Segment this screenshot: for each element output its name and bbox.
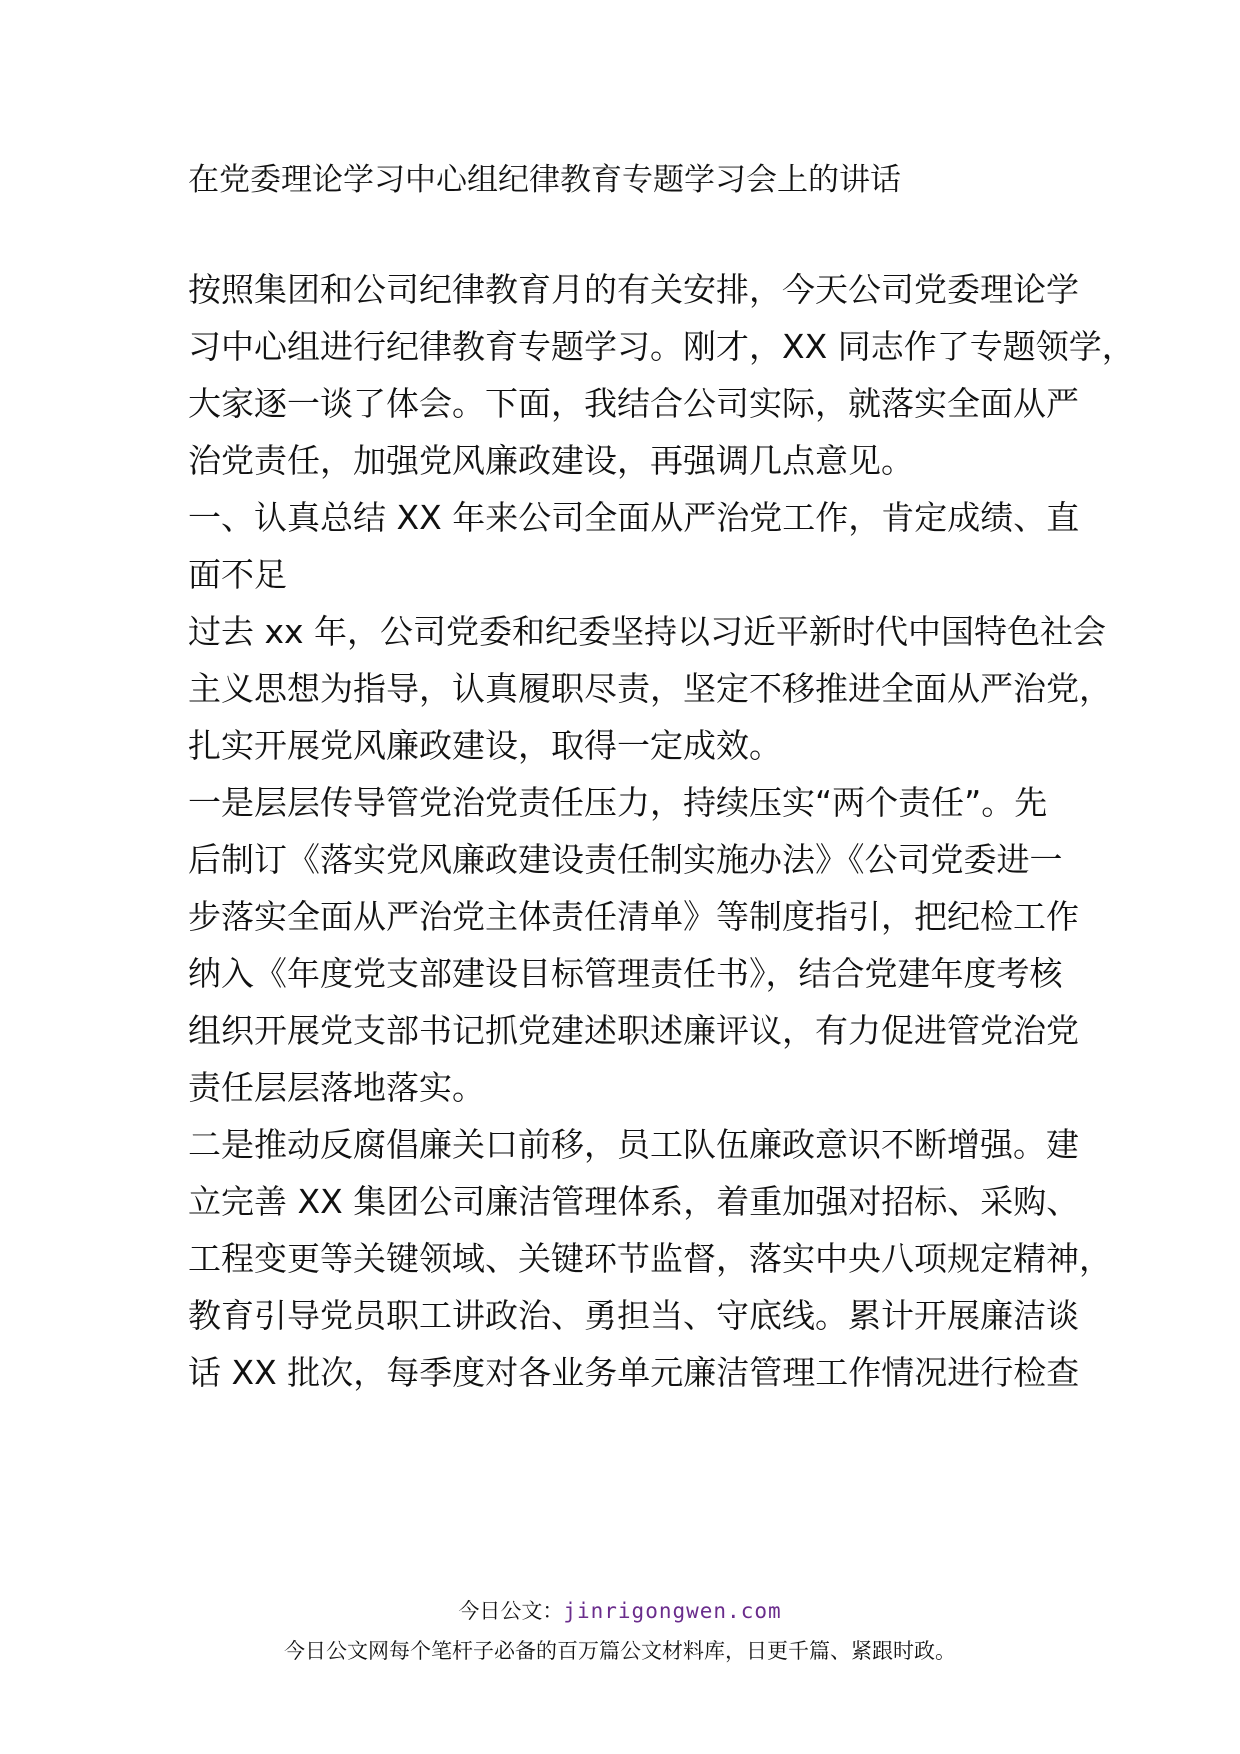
footer-site-link[interactable]: jinrigongwen.com xyxy=(563,1599,782,1623)
body-line: 按照集团和公司纪律教育月的有关安排，今天公司党委理论学 xyxy=(188,270,1079,309)
section-heading-line: 一、认真总结 XX 年来公司全面从严治党工作，肯定成绩、直 xyxy=(188,498,1080,537)
body-line: 教育引导党员职工讲政治、勇担当、守底线。累计开展廉洁谈 xyxy=(188,1296,1079,1335)
footer-site xyxy=(0,1596,1240,1626)
body-line: 大家逐一谈了体会。下面，我结合公司实际，就落实全面从严 xyxy=(188,384,1079,423)
document-title: 在党委理论学习中心组纪律教育专题学习会上的讲话 xyxy=(188,162,901,198)
footer-slogan: 今日公文网每个笔杆子必备的百万篇公文材料库，日更千篇、紧跟时政。 xyxy=(284,1639,956,1663)
body-line: 二是推动反腐倡廉关口前移，员工队伍廉政意识不断增强。建 xyxy=(188,1125,1079,1164)
body-line: 扎实开展党风廉政建设，取得一定成效。 xyxy=(188,726,782,765)
body-line: 步落实全面从严治党主体责任清单》等制度指引，把纪检工作 xyxy=(188,897,1079,936)
body-line: 习中心组进行纪律教育专题学习。刚才，XX 同志作了专题领学， xyxy=(188,327,1135,366)
body-line: 责任层层落地落实。 xyxy=(188,1068,485,1107)
body-line: 治党责任，加强党风廉政建设，再强调几点意见。 xyxy=(188,441,914,480)
body-line: 组织开展党支部书记抓党建述职述廉评议，有力促进管党治党 xyxy=(188,1011,1079,1050)
body-line: 过去 xx 年，公司党委和纪委坚持以习近平新时代中国特色社会 xyxy=(188,612,1107,651)
body-line: 主义思想为指导，认真履职尽责，坚定不移推进全面从严治党， xyxy=(188,669,1112,708)
footer-site-label: 今日公文： xyxy=(458,1599,564,1623)
body-line: 话 XX 批次，每季度对各业务单元廉洁管理工作情况进行检查 xyxy=(188,1353,1080,1392)
section-heading-line: 面不足 xyxy=(188,555,287,594)
body-line: 后制订《落实党风廉政建设责任制实施办法》《公司党委进一 xyxy=(188,840,1063,879)
body-line: 立完善 XX 集团公司廉洁管理体系，着重加强对招标、采购、 xyxy=(188,1182,1080,1221)
body-line: 纳入《年度党支部建设目标管理责任书》，结合党建年度考核 xyxy=(188,954,1063,993)
body-line: 工程变更等关键领域、关键环节监督，落实中央八项规定精神， xyxy=(188,1239,1112,1278)
body-line: 一是层层传导管党治党责任压力，持续压实“两个责任”。先 xyxy=(188,783,1048,822)
